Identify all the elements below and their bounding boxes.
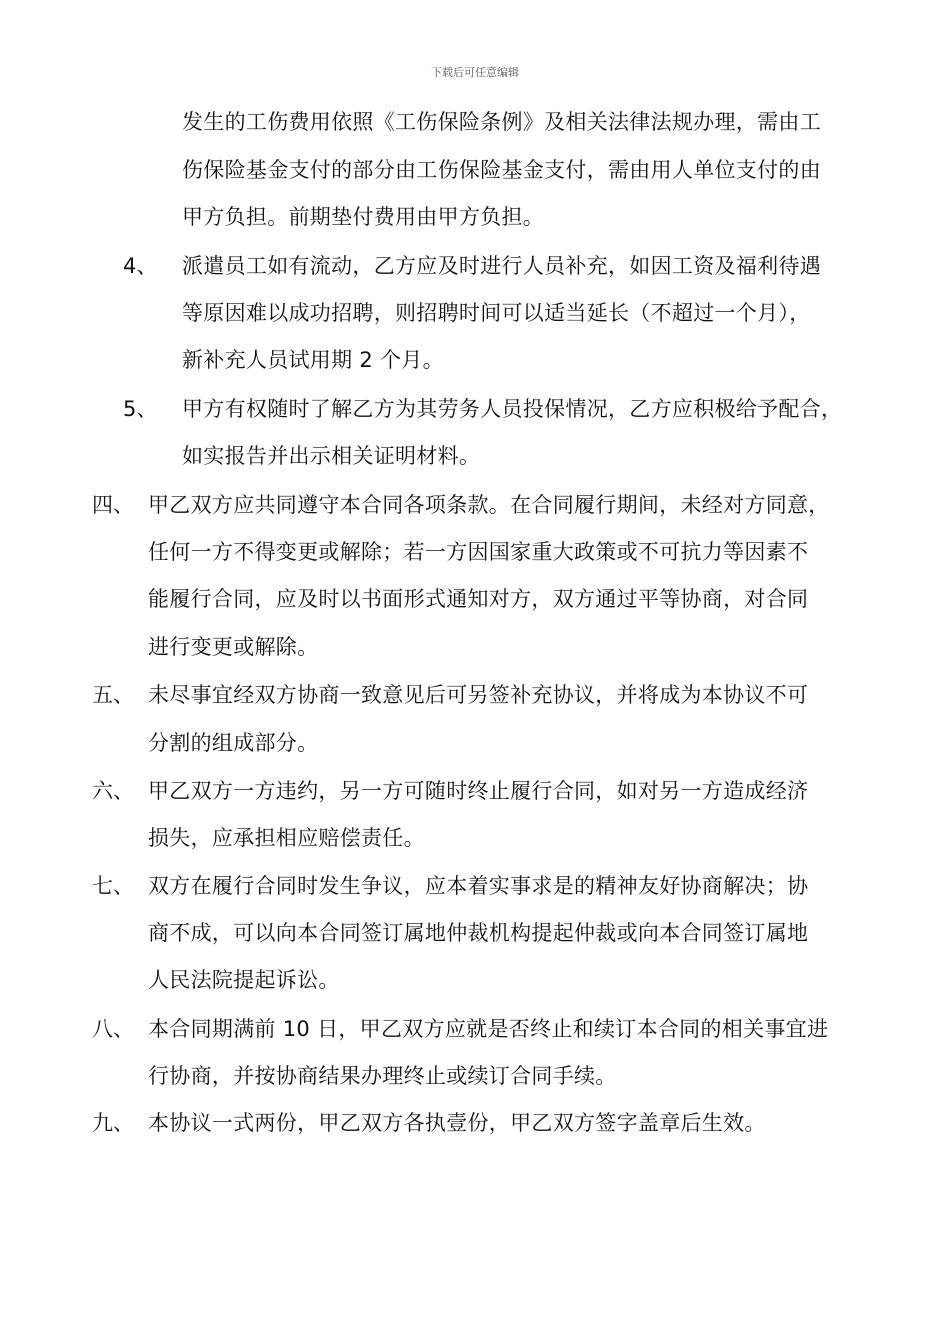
text-line: 甲方有权随时了解乙方为其劳务人员投保情况，乙方应积极给予配合，	[182, 397, 843, 421]
text-line: 本协议一式两份，甲乙双方各执壹份，甲乙双方签字盖章后生效。	[148, 1111, 766, 1135]
text-line: 任何一方不得变更或解除；若一方因国家重大政策或不可抗力等因素不	[148, 540, 809, 564]
section-number: 九、	[92, 1111, 134, 1135]
section-number: 五、	[92, 683, 134, 707]
text-line: 如实报告并出示相关证明材料。	[182, 444, 481, 468]
text-line: 双方在履行合同时发生争议，应本着实事求是的精神友好协商解决；协	[148, 874, 809, 898]
sub-item-number: 4、	[123, 254, 158, 278]
text-line: 甲乙双方一方违约，另一方可随时终止履行合同，如对另一方造成经济	[148, 779, 809, 803]
text-line: 商不成，可以向本合同签订属地仲裁机构提起仲裁或向本合同签订属地	[148, 921, 809, 945]
text-line: 本合同期满前 10 日，甲乙双方应就是否终止和续订本合同的相关事宜进	[148, 1017, 829, 1041]
text-line: 甲方负担。前期垫付费用由甲方负担。	[182, 205, 545, 229]
text-line: 能履行合同，应及时以书面形式通知对方，双方通过平等协商，对合同	[148, 587, 809, 611]
text-line: 新补充人员试用期 2 个月。	[182, 348, 444, 372]
text-line: 分割的组成部分。	[148, 731, 319, 755]
section-number: 八、	[92, 1017, 134, 1041]
section-number: 四、	[92, 493, 134, 517]
text-line: 进行变更或解除。	[148, 635, 319, 659]
text-line: 等原因难以成功招聘，则招聘时间可以适当延长（不超过一个月），	[182, 301, 811, 325]
sub-item-number: 5、	[123, 397, 158, 421]
text-line: 甲乙双方应共同遵守本合同各项条款。在合同履行期间，未经对方同意，	[148, 493, 830, 517]
page-header-watermark: 下载后可任意编辑	[431, 66, 519, 79]
text-line: 行协商，并按协商结果办理终止或续订合同手续。	[148, 1064, 617, 1088]
text-line: 人民法院提起诉讼。	[148, 968, 340, 992]
text-line: 损失，应承担相应赔偿责任。	[148, 826, 425, 850]
text-line: 派遣员工如有流动，乙方应及时进行人员补充，如因工资及福利待遇	[182, 254, 821, 278]
text-line: 发生的工伤费用依照《工伤保险条例》及相关法律法规办理，需由工	[182, 110, 821, 134]
text-line: 未尽事宜经双方协商一致意见后可另签补充协议，并将成为本协议不可	[148, 683, 809, 707]
section-number: 七、	[92, 874, 134, 898]
section-number: 六、	[92, 779, 134, 803]
text-line: 伤保险基金支付的部分由工伤保险基金支付，需由用人单位支付的由	[182, 158, 821, 182]
